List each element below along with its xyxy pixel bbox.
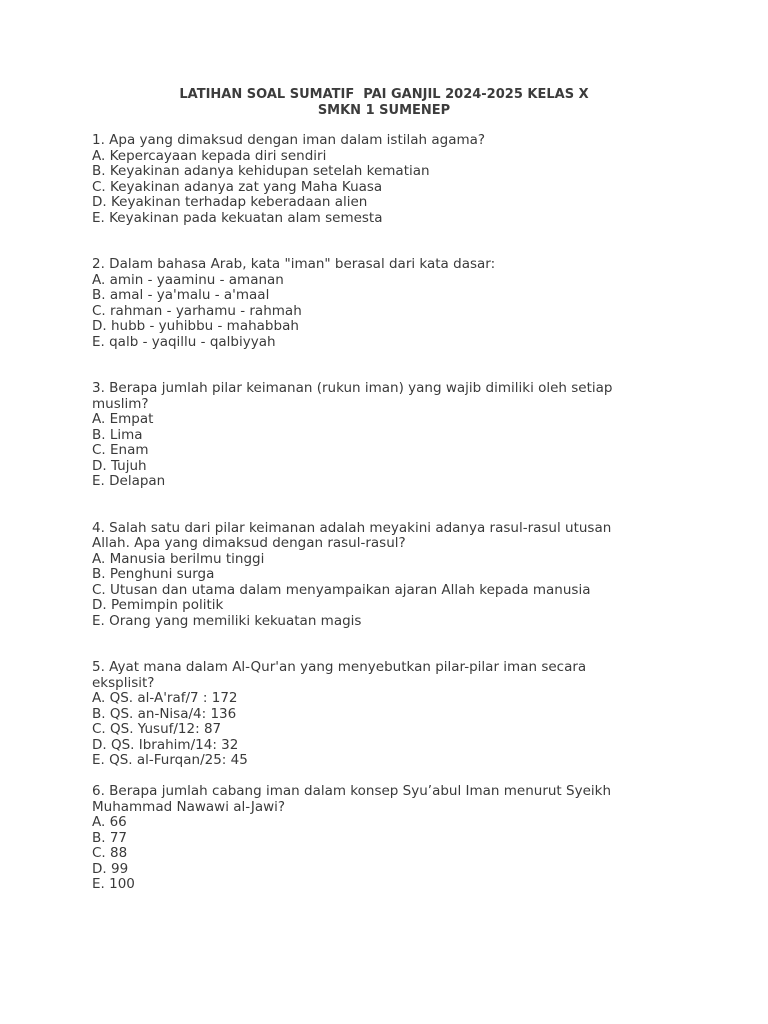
question-5 xyxy=(92,660,652,769)
option-d: D. QS. Ibrahim/14: 32 xyxy=(92,736,239,753)
option-b: B. Penghuni surga xyxy=(92,566,215,582)
question-list xyxy=(92,133,652,893)
title-line-exam: LATIHAN SOAL SUMATIF PAI GANJIL 2024-2025 KELAS X xyxy=(179,87,589,102)
option-d: D. Pemimpin politik xyxy=(92,597,224,613)
option-b: B. Lima xyxy=(92,426,143,443)
question-text: 6. Berapa jumlah cabang iman dalam konsep Syu’abul Iman menurut Syeikh Muhammad Nawawi al-Jawi? xyxy=(92,783,616,815)
option-e: E. Delapan xyxy=(92,473,166,489)
option-e: E. 100 xyxy=(92,876,135,892)
option-e: E. Orang yang memiliki kekuatan magis xyxy=(92,612,362,629)
title-line-school: SMKN 1 SUMENEP xyxy=(317,103,451,118)
option-e: E. QS. al-Furqan/25: 45 xyxy=(92,752,248,768)
option-c: C. Utusan dan utama dalam menyampaikan ajaran Allah kepada manusia xyxy=(92,581,591,598)
option-b: B. 77 xyxy=(92,829,128,846)
option-a: A. Empat xyxy=(92,411,154,427)
question-1 xyxy=(92,133,652,226)
option-c: C. Keyakinan adanya zat yang Maha Kuasa xyxy=(92,178,383,195)
option-b: B. amal - ya'malu - a'maal xyxy=(92,287,270,303)
option-e: E. qalb - yaqillu - qalbiyyah xyxy=(92,333,276,350)
option-b: B. QS. an-Nisa/4: 136 xyxy=(92,705,237,722)
question-text: 5. Ayat mana dalam Al-Qur'an yang menyebutkan pilar-pilar iman secara eksplisit? xyxy=(92,659,591,691)
option-c: C. rahman - yarhamu - rahmah xyxy=(92,302,302,319)
question-3 xyxy=(92,381,652,490)
option-c: C. Enam xyxy=(92,442,149,458)
option-a: A. amin - yaaminu - amanan xyxy=(92,271,284,288)
question-text: 1. Apa yang dimaksud dengan iman dalam istilah agama? xyxy=(92,132,486,148)
option-a: A. Manusia berilmu tinggi xyxy=(92,550,265,567)
option-a: A. 66 xyxy=(92,814,127,830)
option-d: D. Tujuh xyxy=(92,457,147,474)
option-d: D. Keyakinan terhadap keberadaan alien xyxy=(92,194,368,210)
option-a: A. Kepercayaan kepada diri sendiri xyxy=(92,147,327,164)
option-e: E. Keyakinan pada kekuatan alam semesta xyxy=(92,209,383,226)
document-title xyxy=(0,87,768,119)
question-text: 4. Salah satu dari pilar keimanan adalah meyakini adanya rasul-rasul utusan Allah. Apa yang dimaksud dengan rasul-rasul? xyxy=(92,519,616,551)
option-c: C. QS. Yusuf/12: 87 xyxy=(92,721,222,737)
option-d: D. 99 xyxy=(92,860,129,877)
question-6 xyxy=(92,784,652,893)
option-c: C. 88 xyxy=(92,845,128,861)
option-a: A. QS. al-A'raf/7 : 172 xyxy=(92,690,238,706)
question-text: 3. Berapa jumlah pilar keimanan (rukun iman) yang wajib dimiliki oleh setiap muslim? xyxy=(92,380,617,412)
question-4 xyxy=(92,521,652,630)
question-2 xyxy=(92,257,652,350)
option-b: B. Keyakinan adanya kehidupan setelah kematian xyxy=(92,163,430,179)
question-text: 2. Dalam bahasa Arab, kata "iman" berasal dari kata dasar: xyxy=(92,256,496,272)
option-d: D. hubb - yuhibbu - mahabbah xyxy=(92,318,299,334)
